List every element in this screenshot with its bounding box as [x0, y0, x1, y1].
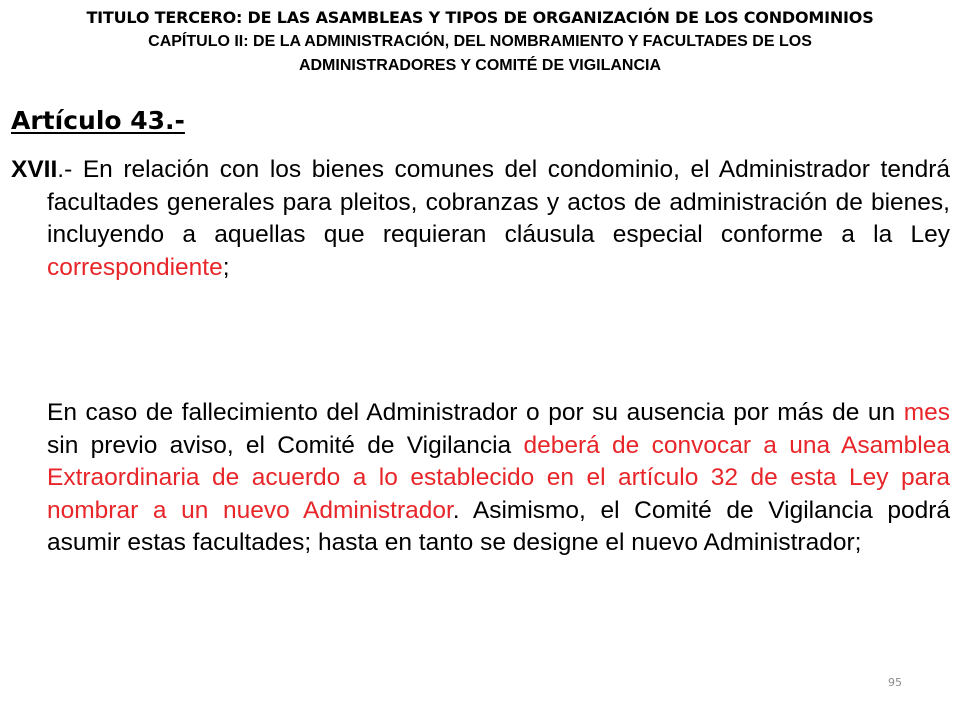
paragraph-text: . Asimismo, el Comité de Vigilancia podrá asumir estas facultades; hasta en tanto se designe el nuevo Administrador;: [47, 496, 950, 556]
highlighted-text: deberá de convocar a una Asamblea Extraordinaria de acuerdo a lo establecido en el artículo 32 de esta Ley para nombrar a un nuevo Administrador: [47, 431, 950, 524]
paragraph-fraction-xvii: [11, 154, 950, 284]
page-number: 95: [888, 676, 902, 689]
paragraph-text: ;: [222, 253, 230, 281]
highlighted-text: mes: [903, 399, 950, 426]
highlighted-text: correspondiente: [47, 253, 223, 281]
roman-numeral: XVII: [11, 156, 58, 183]
paragraph-text: En caso de fallecimiento del Administrador o por su ausencia por más de un: [47, 399, 904, 426]
header-chapter-line: CAPÍTULO II: DE LA ADMINISTRACIÓN, DEL NOMBRAMIENTO Y FACULTADES DE LOS: [148, 33, 812, 50]
paragraph-text: sin previo aviso, el Comité de Vigilancia: [47, 431, 524, 459]
article-title: Artículo 43.-: [11, 106, 185, 135]
header: [10, 6, 950, 78]
header-chapter-line-continued: ADMINISTRADORES Y COMITÉ DE VIGILANCIA: [298, 57, 662, 74]
header-title-line: TITULO TERCERO: DE LAS ASAMBLEAS Y TIPOS DE ORGANIZACIÓN DE LOS CONDOMINIOS: [86, 8, 874, 27]
paragraph-administrator-absence: [11, 397, 950, 560]
paragraph-text: .- En relación con los bienes comunes del condominio, el Administrador tendrá facultades generales para pleitos, cobranzas y actos de administración de bienes, incluyendo a aquellas que requieran cláusula especial conforme a la Ley: [47, 156, 950, 248]
